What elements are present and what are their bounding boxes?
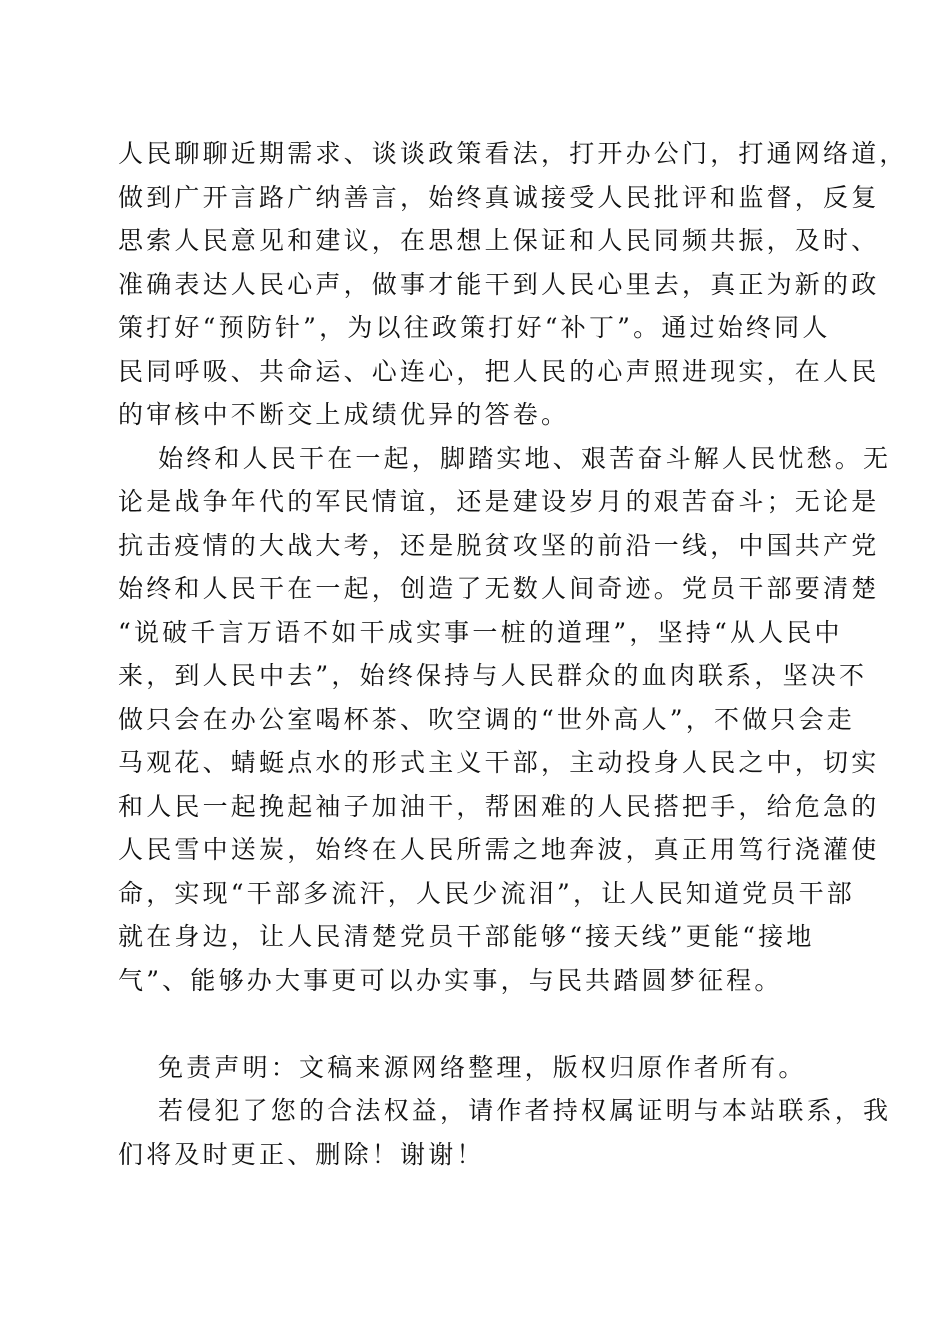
text-line: 准确表达人民心声，做事才能干到人民心里去，真正为新的政 bbox=[118, 269, 880, 299]
text-line: 的审核中不断交上成绩优异的答卷。 bbox=[118, 400, 570, 429]
document-body bbox=[118, 132, 908, 1176]
text-line: 做只会在办公室喝杯茶、吹空调的“世外高人”，不做只会走 bbox=[118, 704, 855, 734]
text-line: 和人民一起挽起袖子加油干，帮困难的人民搭把手，给危急的 bbox=[118, 791, 880, 821]
text-line bbox=[118, 1002, 838, 1046]
text-line: 马观花、蜻蜓点水的形式主义干部，主动投身人民之中，切实 bbox=[118, 748, 880, 777]
infringement-notice-paragraph bbox=[118, 1089, 892, 1176]
text-line: 民同呼吸、共命运、心连心，把人民的心声照进现实，在人民 bbox=[118, 356, 880, 386]
text-line: 思索人民意见和建议，在思想上保证和人民同频共振，及时、 bbox=[118, 226, 880, 255]
disclaimer-paragraph bbox=[118, 1046, 838, 1090]
text-line: 做到广开言路广纳善言，始终真诚接受人民批评和监督，反复 bbox=[118, 182, 880, 212]
text-line: 若侵犯了您的合法权益，请作者持权属证明与本站联系，我 bbox=[158, 1096, 892, 1125]
text-line: “说破千言万语不如干成实事一桩的道理”，坚持“从人民中 bbox=[118, 617, 843, 647]
text-line: 来，到人民中去”，始终保持与人民群众的血肉联系，坚决不 bbox=[118, 661, 868, 690]
text-line: 命，实现“干部多流汗，人民少流泪”，让人民知道党员干部 bbox=[118, 878, 855, 908]
text-line: 始终和人民干在一起，脚踏实地、艰苦奋斗解人民忧愁。无 bbox=[158, 443, 892, 473]
text-line: 人民雪中送炭，始终在人民所需之地奔波，真正用笃行浇灌使 bbox=[118, 835, 880, 864]
text-line: 策打好“预防针”，为以往政策打好“补丁”。通过始终同人 bbox=[118, 313, 831, 342]
text-line: 气”、能够办大事更可以办实事，与民共踏圆梦征程。 bbox=[118, 965, 783, 995]
text-line: 们将及时更正、删除！谢谢！ bbox=[118, 1139, 485, 1169]
text-line: 论是战争年代的军民情谊，还是建设岁月的艰苦奋斗；无论是 bbox=[118, 487, 880, 516]
text-line: 人民聊聊近期需求、谈谈政策看法，打开办公门，打通网络道， bbox=[118, 139, 908, 168]
disclaimer-text: 免责声明：文稿来源网络整理，版权归原作者所有。 bbox=[158, 1052, 807, 1082]
text-line: 始终和人民干在一起，创造了无数人间奇迹。党员干部要清楚 bbox=[118, 574, 880, 603]
paragraph-working-with-people bbox=[118, 437, 892, 1046]
text-line: 就在身边，让人民清楚党员干部能够“接天线”更能“接地 bbox=[118, 922, 815, 951]
text-line: 抗击疫情的大战大考，还是脱贫攻坚的前沿一线，中国共产党 bbox=[118, 530, 880, 560]
paragraph-listening-to-people bbox=[118, 132, 908, 437]
